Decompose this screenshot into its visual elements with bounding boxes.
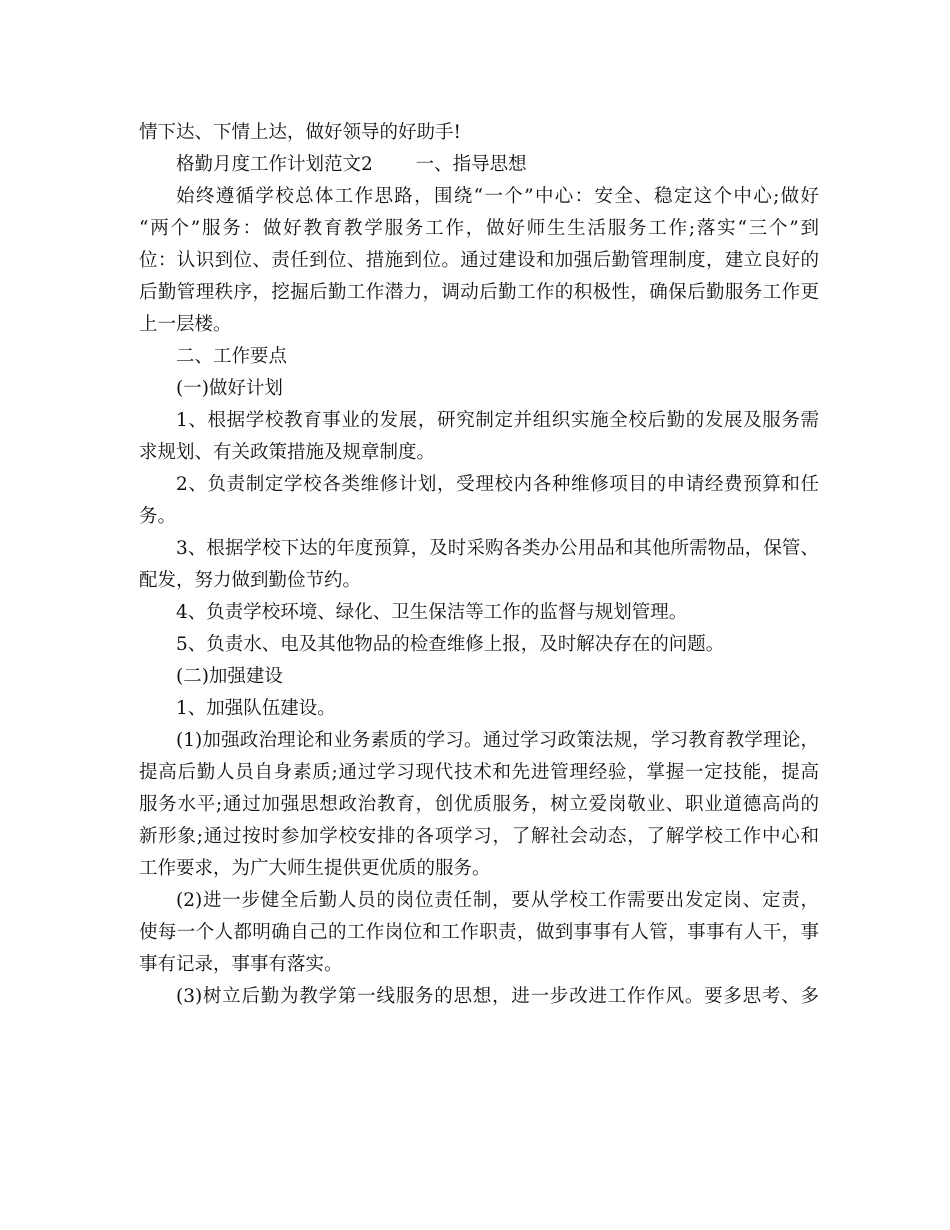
paragraph-line: (3)树立后勤为教学第一线服务的思想，进一步改进工作作风。要多思考、多: [176, 986, 819, 1007]
subsection-heading: (一)做好计划: [176, 378, 283, 399]
paragraph-line: 1、加强队伍建设。: [176, 698, 336, 719]
paragraph-line: 工作要求，为广大师生提供更优质的服务。: [139, 858, 491, 879]
paragraph-line: 情下达、下情上达，做好领导的好助手!: [139, 122, 461, 143]
paragraph-line: 上一层楼。: [139, 314, 232, 335]
paragraph-line: 使每一个人都明确自己的工作岗位和工作职责，做到事事有人管，事事有人干，事: [139, 922, 819, 943]
paragraph-line: (2)进一步健全后勤人员的岗位责任制，要从学校工作需要出发定岗、定责，: [176, 890, 819, 911]
paragraph-line: 求规划、有关政策措施及规章制度。: [139, 442, 436, 463]
paragraph-line: 服务水平;通过加强思想政治教育，创优质服务，树立爱岗敬业、职业道德高尚的: [139, 794, 819, 815]
paragraph-line: 新形象;通过按时参加学校安排的各项学习，了解社会动态，了解学校工作中心和: [139, 826, 819, 847]
paragraph-line: 后勤管理秩序，挖掘后勤工作潜力，调动后勤工作的积极性，确保后勤服务工作更: [139, 282, 819, 303]
paragraph-line: “两个”服务：做好教育教学服务工作，做好师生生活服务工作;落实“三个”到: [139, 218, 819, 239]
section-heading: 二、工作要点: [176, 346, 288, 367]
paragraph-line: 提高后勤人员自身素质;通过学习现代技术和先进管理经验，掌握一定技能，提高: [139, 762, 819, 783]
paragraph-line: 配发，努力做到勤俭节约。: [139, 570, 362, 591]
paragraph-line: 务。: [139, 506, 177, 527]
paragraph-line: 始终遵循学校总体工作思路，围绕“一个”中心：安全、稳定这个中心;做好: [176, 186, 819, 207]
paragraph-line: 事有记录，事事有落实。: [139, 954, 343, 975]
document-body: [139, 117, 819, 1013]
paragraph-line: 位：认识到位、责任到位、措施到位。通过建设和加强后勤管理制度，建立良好的: [139, 250, 819, 271]
paragraph-line: (1)加强政治理论和业务素质的学习。通过学习政策法规，学习教育教学理论，: [176, 730, 819, 751]
section-heading: 格勤月度工作计划范文2 一、指导思想: [176, 154, 527, 175]
subsection-heading: (二)加强建设: [176, 666, 283, 687]
paragraph-line: 1、根据学校教育事业的发展，研究制定并组织实施全校后勤的发展及服务需: [176, 410, 819, 431]
paragraph-line: 5、负责水、电及其他物品的检查维修上报，及时解决存在的问题。: [176, 634, 725, 655]
paragraph-line: 2、负责制定学校各类维修计划，受理校内各种维修项目的申请经费预算和任: [176, 474, 819, 495]
paragraph-line: 3、根据学校下达的年度预算，及时采购各类办公用品和其他所需物品，保管、: [176, 538, 819, 559]
paragraph-line: 4、负责学校环境、绿化、卫生保洁等工作的监督与规划管理。: [176, 602, 688, 623]
